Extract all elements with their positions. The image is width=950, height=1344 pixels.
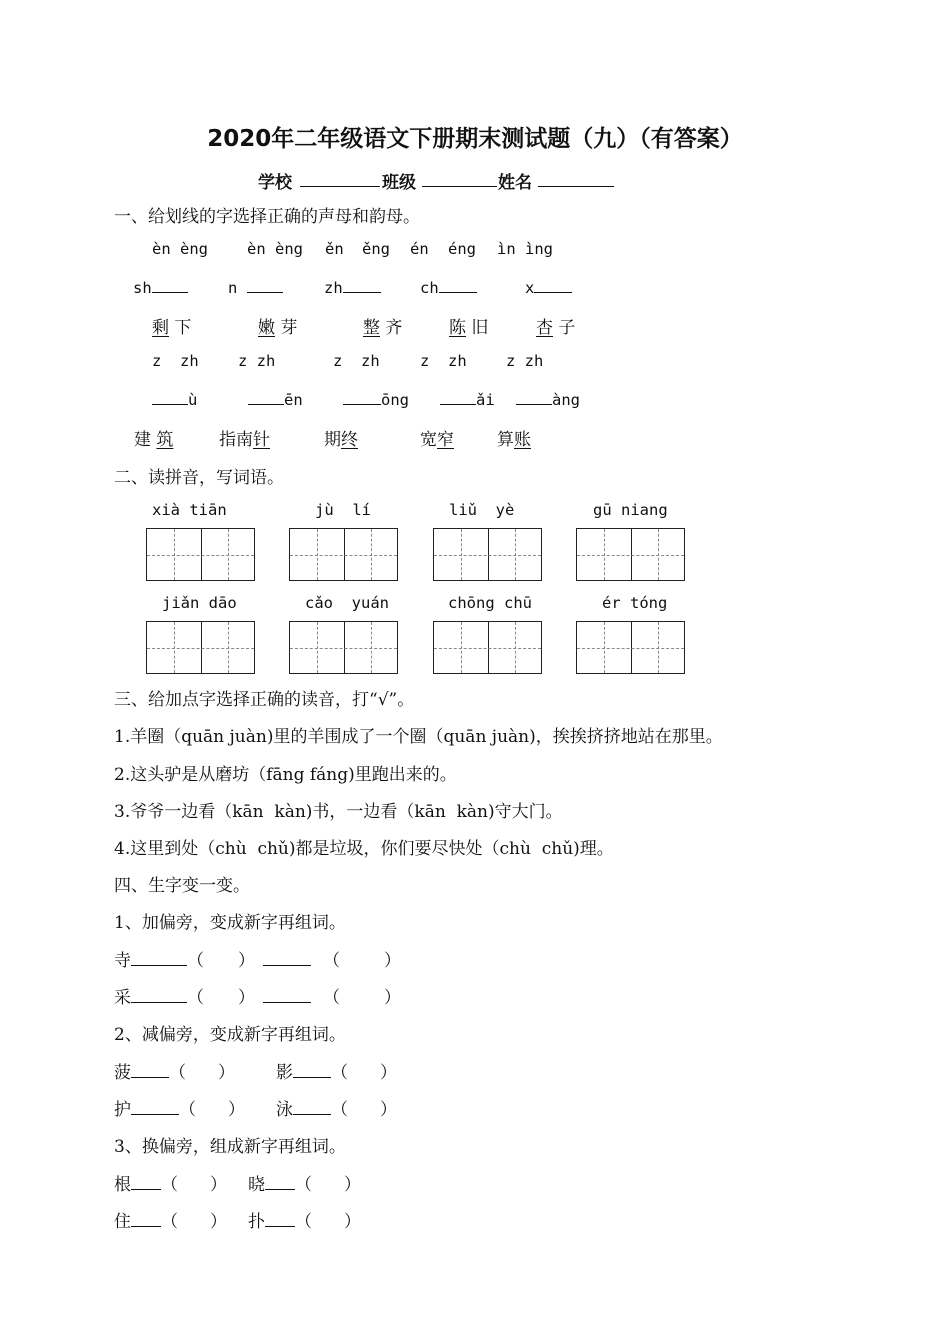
paren: ）: [238, 951, 255, 971]
word-rest: 芽: [280, 318, 298, 338]
word: [152, 313, 191, 338]
base-char: 住: [114, 1212, 131, 1232]
base-char: 泳: [276, 1100, 293, 1120]
pinyin-option: èn èng: [152, 240, 208, 258]
answer-blank[interactable]: [131, 1099, 179, 1115]
answer-blank[interactable]: [293, 1099, 331, 1115]
exercise-row: [114, 983, 401, 1008]
word: [324, 425, 358, 450]
word: [497, 425, 531, 450]
blank-suffix: ù: [188, 391, 198, 409]
underlined-char: 杏: [536, 318, 553, 338]
paren: （: [323, 988, 340, 1008]
section4-heading: 四、生字变一变。: [114, 876, 250, 896]
paren: ）: [210, 1212, 227, 1232]
word: [363, 313, 402, 338]
exercise-row: [276, 1095, 397, 1120]
answer-blank[interactable]: [131, 987, 187, 1003]
fill-blank-final: [343, 389, 409, 409]
fill-blank-final: [440, 389, 495, 409]
blank-suffix: ǎi: [476, 391, 495, 409]
pinyin-prompt: gū niang: [593, 501, 668, 519]
paren: （: [331, 1063, 348, 1083]
paren: （: [161, 1212, 178, 1232]
base-char: 护: [114, 1100, 131, 1120]
question-item: 3.爷爷一边看（kān kàn)书，一边看（kān kàn)守大门。: [114, 802, 563, 822]
fill-blank-initial: [324, 277, 381, 297]
exercise-row: [114, 1207, 227, 1232]
fill-blank-final: [516, 389, 580, 409]
writing-grid[interactable]: [289, 621, 398, 674]
pinyin-option: z zh: [238, 352, 276, 370]
exercise-row: [276, 1058, 397, 1083]
base-char: 采: [114, 988, 131, 1008]
underlined-char: 终: [341, 430, 358, 450]
word-rest: 子: [558, 318, 576, 338]
answer-blank[interactable]: [439, 277, 477, 293]
paren: （: [169, 1063, 186, 1083]
paren: ）: [380, 1063, 397, 1083]
word-rest: 期: [324, 430, 341, 450]
section3-heading: 三、给加点字选择正确的读音，打“√”。: [114, 690, 415, 710]
paren: ）: [384, 951, 401, 971]
word-rest: 指南: [219, 430, 253, 450]
base-char: 根: [114, 1175, 131, 1195]
exercise-row: [114, 1095, 245, 1120]
paren: （: [179, 1100, 196, 1120]
pinyin-prompt: liǔ yè: [449, 501, 515, 519]
pinyin-option: ěn: [325, 240, 344, 258]
exercise-row: [114, 946, 401, 971]
answer-blank[interactable]: [131, 1174, 161, 1190]
school-label: 学校: [258, 173, 292, 193]
blank-prefix: x: [525, 279, 535, 297]
word-rest: 旧: [471, 318, 489, 338]
page-title: 2020年二年级语文下册期末测试题（九）（有答案）: [207, 126, 743, 152]
pinyin-prompt: jiǎn dāo: [162, 594, 237, 612]
class-blank[interactable]: [422, 186, 497, 187]
question-item: 4.这里到处（chù chǔ)都是垃圾，你们要尽快处（chù chǔ)理。: [114, 839, 614, 859]
underlined-char: 剩: [152, 318, 169, 338]
exercise-row: [248, 1207, 361, 1232]
answer-blank[interactable]: [293, 1062, 331, 1078]
writing-grid[interactable]: [433, 621, 542, 674]
name-label: 姓名: [498, 173, 532, 193]
pinyin-prompt: cǎo yuán: [305, 594, 389, 612]
underlined-char: 针: [253, 430, 270, 450]
paren: （: [187, 951, 204, 971]
question-item: 1.羊圈（quān juàn)里的羊围成了一个圈（quān juàn)，挨挨挤挤地站在那里。: [114, 727, 723, 747]
school-blank[interactable]: [300, 186, 380, 187]
exercise-row: [114, 1058, 235, 1083]
class-label: 班级: [382, 173, 416, 193]
word: [134, 425, 173, 450]
paren: （: [295, 1175, 312, 1195]
pinyin-option: ěng: [362, 240, 390, 258]
pinyin-prompt: chōng chū: [448, 594, 532, 612]
fill-blank-initial: [133, 277, 188, 297]
writing-grid[interactable]: [576, 621, 685, 674]
answer-blank[interactable]: [265, 1211, 295, 1227]
pinyin-option: z zh: [420, 352, 467, 370]
word-rest: 算: [497, 430, 514, 450]
word: [219, 425, 270, 450]
word-rest: 下: [174, 318, 192, 338]
answer-blank[interactable]: [152, 389, 188, 405]
writing-grid[interactable]: [576, 528, 685, 581]
pinyin-prompt: xià tiān: [152, 501, 227, 519]
blank-suffix: ēn: [284, 391, 303, 409]
answer-blank[interactable]: [265, 1174, 295, 1190]
blank-prefix: zh: [324, 279, 343, 297]
word-rest: 齐: [385, 318, 403, 338]
underlined-char: 整: [363, 318, 380, 338]
pinyin-option: éng: [448, 240, 476, 258]
paren: ）: [210, 1175, 227, 1195]
base-char: 晓: [248, 1175, 265, 1195]
fill-blank-initial: [525, 277, 572, 297]
word: [258, 313, 297, 338]
word-rest: 宽: [420, 430, 437, 450]
subsection-heading: 2、减偏旁，变成新字再组词。: [114, 1025, 346, 1045]
pinyin-option: z zh: [152, 352, 199, 370]
underlined-char: 账: [514, 430, 531, 450]
blank-prefix: n: [228, 279, 238, 297]
answer-blank[interactable]: [343, 389, 381, 405]
underlined-char: 陈: [449, 318, 466, 338]
writing-grid[interactable]: [146, 528, 255, 581]
base-char: 菠: [114, 1063, 131, 1083]
answer-blank[interactable]: [152, 277, 188, 293]
section1-heading: 一、给划线的字选择正确的声母和韵母。: [114, 207, 420, 227]
paren: ）: [228, 1100, 245, 1120]
paren: ）: [380, 1100, 397, 1120]
answer-blank[interactable]: [534, 277, 572, 293]
writing-grid[interactable]: [146, 621, 255, 674]
paren: （: [331, 1100, 348, 1120]
base-char: 寺: [114, 951, 131, 971]
section2-heading: 二、读拼音，写词语。: [114, 468, 284, 488]
paren: （: [161, 1175, 178, 1195]
answer-blank[interactable]: [247, 277, 283, 293]
answer-blank[interactable]: [263, 987, 311, 1003]
answer-blank[interactable]: [516, 389, 552, 405]
paren: （: [295, 1212, 312, 1232]
exercise-row: [114, 1170, 227, 1195]
paren: （: [187, 988, 204, 1008]
underlined-char: 筑: [156, 430, 174, 450]
paren: ）: [238, 988, 255, 1008]
paren: ）: [384, 988, 401, 1008]
word: [420, 425, 454, 450]
paren: ）: [344, 1212, 361, 1232]
name-blank[interactable]: [538, 186, 614, 187]
pinyin-option: ìn ìng: [497, 240, 553, 258]
answer-blank[interactable]: [263, 950, 311, 966]
answer-blank[interactable]: [131, 1062, 169, 1078]
writing-grid[interactable]: [433, 528, 542, 581]
answer-blank[interactable]: [131, 1211, 161, 1227]
fill-blank-final: [152, 389, 197, 409]
underlined-char: 嫩: [258, 318, 275, 338]
answer-blank[interactable]: [248, 389, 284, 405]
answer-blank[interactable]: [440, 389, 476, 405]
paren: ）: [218, 1063, 235, 1083]
pinyin-option: èn èng: [247, 240, 303, 258]
blank-suffix: ōng: [381, 391, 409, 409]
question-item: 2.这头驴是从磨坊（fāng fáng)里跑出来的。: [114, 765, 457, 785]
fill-blank-initial: [228, 277, 283, 297]
subsection-heading: 3、换偏旁，组成新字再组词。: [114, 1137, 346, 1157]
base-char: 影: [276, 1063, 293, 1083]
word-rest: 建: [134, 430, 157, 450]
pinyin-option: z zh: [333, 352, 380, 370]
paren: （: [323, 951, 340, 971]
fill-blank-final: [248, 389, 303, 409]
fill-blank-initial: [420, 277, 477, 297]
pinyin-option: én: [410, 240, 429, 258]
underlined-char: 窄: [437, 430, 454, 450]
writing-grid[interactable]: [289, 528, 398, 581]
blank-suffix: àng: [552, 391, 580, 409]
blank-prefix: ch: [420, 279, 439, 297]
word: [536, 313, 575, 338]
subsection-heading: 1、加偏旁，变成新字再组词。: [114, 913, 346, 933]
base-char: 扑: [248, 1212, 265, 1232]
pinyin-option: z zh: [506, 352, 544, 370]
paren: ）: [344, 1175, 361, 1195]
exercise-row: [248, 1170, 361, 1195]
pinyin-prompt: jù lí: [315, 501, 371, 519]
word: [449, 313, 488, 338]
answer-blank[interactable]: [131, 950, 187, 966]
blank-prefix: sh: [133, 279, 152, 297]
pinyin-prompt: ér tóng: [602, 594, 668, 612]
answer-blank[interactable]: [343, 277, 381, 293]
